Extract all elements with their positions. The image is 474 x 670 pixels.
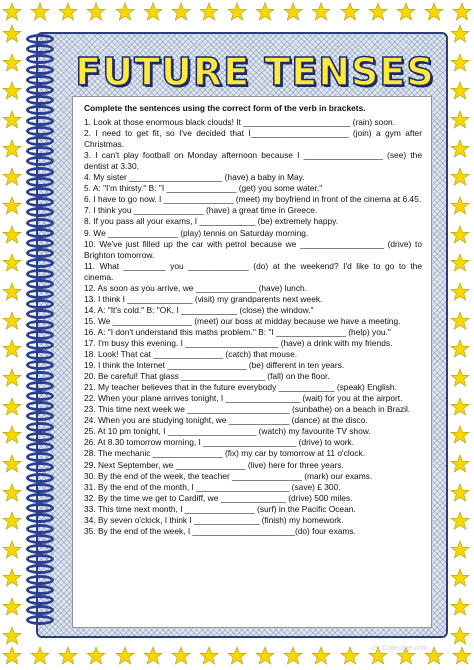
star-icon [2,339,22,359]
star-icon [2,110,22,130]
star-icon [2,167,22,187]
spiral-ring [26,177,54,187]
spiral-ring [26,65,54,75]
star-icon [2,2,22,22]
star-icon [171,2,191,22]
star-border-left [2,24,24,646]
star-icon [2,81,22,101]
spiral-ring [26,360,54,370]
star-icon [450,81,470,101]
spiral-ring [26,513,54,523]
star-icon [450,24,470,44]
star-icon [2,626,22,646]
star-icon [2,397,22,417]
spiral-ring [26,330,54,340]
star-icon [2,540,22,560]
page-title: FUTURE TENSES [75,50,435,94]
spiral-ring [26,493,54,503]
spiral-ring [26,391,54,401]
exercise-sentence: 12. As soon as you arrive, we _____________ (have) lunch. [84,282,308,293]
star-icon [450,397,470,417]
exercise-sentence: 21. My teacher believes that in the future everybody ____________ (speak) English. [84,382,397,393]
spiral-ring [26,615,54,625]
spiral-ring [26,350,54,360]
star-icon [424,2,444,22]
star-icon [450,53,470,73]
sentence-list [84,117,422,537]
spiral-ring [26,503,54,513]
star-icon [86,646,106,666]
star-icon [171,646,191,666]
star-icon [311,646,331,666]
star-icon [227,646,247,666]
star-icon [115,2,135,22]
star-border-right [450,24,472,646]
star-icon [2,646,22,666]
star-icon [2,253,22,273]
spiral-ring [26,371,54,381]
exercise-sentence: 17. I'm busy this evening. I ____________________ (have) a drink with my friends. [84,337,393,348]
star-icon [2,454,22,474]
spiral-ring [26,54,54,64]
exercise-sentence: 10. We've just filled up the car with petrol because we __________________ (drive) to Brighton tomorrow. [84,238,422,260]
star-icon [143,2,163,22]
spiral-ring [26,442,54,452]
exercise-sentence: 32. By the time we get to Cardiff, we ______________ (drive) 500 miles. [84,492,353,503]
exercise-sentence: 33. This time next month, I _______________ (surf) in the Pacific Ocean. [84,503,356,514]
star-icon [450,597,470,617]
exercise-sentence: 9. We _______________ (play) tennis on Saturday morning. [84,227,309,238]
star-icon [30,2,50,22]
star-icon [255,646,275,666]
spiral-ring [26,299,54,309]
spiral-ring [26,524,54,534]
star-icon [396,2,416,22]
star-icon [450,339,470,359]
exercise-sentence: 6. I have to go now. I _______________ (meet) my boyfriend in front of the cinema at 6.45. [84,194,422,205]
star-icon [199,2,219,22]
star-icon [2,196,22,216]
spiral-ring [26,575,54,585]
spiral-ring [26,95,54,105]
star-icon [255,2,275,22]
spiral-ring [26,320,54,330]
exercise-sentence: 31. By the end of the month, I ____________________ (save) £ 300. [84,481,341,492]
worksheet-body [72,96,432,628]
star-icon [368,2,388,22]
spiral-ring [26,146,54,156]
star-icon [2,282,22,302]
spiral-ring [26,167,54,177]
spiral-ring [26,340,54,350]
star-icon [115,646,135,666]
spiral-binding [26,34,56,634]
spiral-ring [26,422,54,432]
exercise-sentence: 5. A: "I'm thirsty." B: "I _______________ (get) you some water." [84,183,323,194]
star-icon [2,568,22,588]
spiral-ring [26,156,54,166]
exercise-sentence: 30. By the end of the week, the teacher _______________ (mark) our exams. [84,470,373,481]
star-icon [2,53,22,73]
star-icon [450,110,470,130]
star-icon [450,368,470,388]
exercise-sentence: 34. By seven o'clock, I think I ______________ (finish) my homework. [84,514,344,525]
exercise-sentence: 14. A: "It's cold." B: "OK, I ____________ (close) the window." [84,304,314,315]
exercise-sentence: 4. My sister ____________________ (have) a baby in May. [84,172,305,183]
spiral-ring [26,462,54,472]
star-icon [450,511,470,531]
star-icon [311,2,331,22]
exercise-sentence: 7. I think you _______________ (have) a great time in Greece. [84,205,318,216]
spiral-ring [26,44,54,54]
star-icon [340,2,360,22]
exercise-sentence: 24. When you are studying tonight, we _____________ (dance) at the disco. [84,415,368,426]
spiral-ring [26,564,54,574]
star-icon [450,196,470,216]
star-icon [450,454,470,474]
spiral-ring [26,218,54,228]
spiral-ring [26,279,54,289]
spiral-ring [26,483,54,493]
star-icon [2,24,22,44]
spiral-ring [26,197,54,207]
star-icon [283,2,303,22]
star-icon [340,646,360,666]
spiral-ring [26,228,54,238]
star-icon [199,646,219,666]
star-icon [58,2,78,22]
exercise-sentence: 22. When your plane arrives tonight, I ________________ (wait) for you at the airport. [84,393,403,404]
exercise-sentence: 16. A: "I don't understand this maths problem." B: "I _______________ (help) you." [84,326,391,337]
spiral-ring [26,85,54,95]
star-icon [452,646,472,666]
star-icon [2,311,22,331]
exercise-sentence: 11. What _________ you _____________ (do) at the weekend? I'd like to go to the cinema. [84,260,422,282]
star-icon [283,646,303,666]
spiral-ring [26,554,54,564]
spiral-ring [26,289,54,299]
star-icon [450,282,470,302]
spiral-ring [26,34,54,44]
exercise-sentence: 2. I need to get fit, so I've decided that I_____________________ (join) a gym after Christmas. [84,128,422,150]
star-icon [450,311,470,331]
exercise-sentence: 29. Next September, we _______________ (live) here for three years. [84,459,344,470]
spiral-ring [26,411,54,421]
star-icon [2,368,22,388]
spiral-ring [26,473,54,483]
exercise-sentence: 8. If you pass all your exams, I ____________ (be) extremely happy. [84,216,339,227]
exercise-sentence: 35. By the end of the week, I ______________________(do) four exams. [84,525,356,536]
star-icon [452,2,472,22]
exercise-sentence: 23. This time next week we ______________________ (sunbathe) on a beach in Brazil. [84,404,411,415]
star-icon [143,646,163,666]
spiral-ring [26,136,54,146]
spiral-ring [26,248,54,258]
star-icon [450,425,470,445]
exercise-sentence: 20. Be careful! That glass __________________ (fall) on the floor. [84,371,330,382]
spiral-ring [26,452,54,462]
spiral-ring [26,544,54,554]
star-icon [450,253,470,273]
spiral-ring [26,595,54,605]
spiral-ring [26,187,54,197]
star-icon [450,483,470,503]
star-icon [227,2,247,22]
star-icon [58,646,78,666]
exercise-sentence: 15. We _________________ (meet) our boss at midday because we have a meeting. [84,315,401,326]
exercise-sentence: 25. At 10 pm tonight, I ___________________ (watch) my favourite TV show. [84,426,371,437]
star-icon [450,139,470,159]
exercise-sentence: 26. At 8.30 tomorrow morning, I ____________________ (drive) to work. [84,437,355,448]
star-icon [2,597,22,617]
star-icon [450,167,470,187]
exercise-sentence: 19. I think the Internet _________________ (be) different in ten years. [84,360,345,371]
star-icon [450,626,470,646]
star-icon [2,483,22,503]
exercise-sentence: 18. Look! That cat _______________ (catch) that mouse. [84,349,298,360]
spiral-ring [26,75,54,85]
star-border-top [0,2,474,24]
star-icon [450,568,470,588]
star-icon [2,225,22,245]
spiral-ring [26,258,54,268]
exercise-sentence: 28. The mechanic _______________ (fix) my car by tomorrow at 11 o'clock. [84,448,366,459]
spiral-ring [26,401,54,411]
spiral-ring [26,432,54,442]
spiral-ring [26,381,54,391]
spiral-ring [26,605,54,615]
exercise-sentence: 13. I think I ______________ (visit) my grandparents next week. [84,293,323,304]
watermark: iSLCollective.com [372,645,428,652]
exercise-sentence: 1. Look at those enormous black clouds! It _______________________ (rain) soon. [84,117,396,128]
spiral-ring [26,585,54,595]
star-icon [2,425,22,445]
star-icon [30,646,50,666]
star-icon [450,225,470,245]
spiral-ring [26,309,54,319]
spiral-ring [26,534,54,544]
spiral-ring [26,238,54,248]
spiral-ring [26,126,54,136]
star-icon [2,139,22,159]
spiral-ring [26,105,54,115]
instructions: Complete the sentences using the correct form of the verb in brackets. [84,103,366,113]
spiral-ring [26,116,54,126]
star-icon [450,540,470,560]
star-icon [86,2,106,22]
exercise-sentence: 3. I can't play football on Monday afternoon because I _________________ (see) the dentist at 3.30. [84,150,422,172]
spiral-ring [26,269,54,279]
spiral-ring [26,207,54,217]
star-icon [2,511,22,531]
